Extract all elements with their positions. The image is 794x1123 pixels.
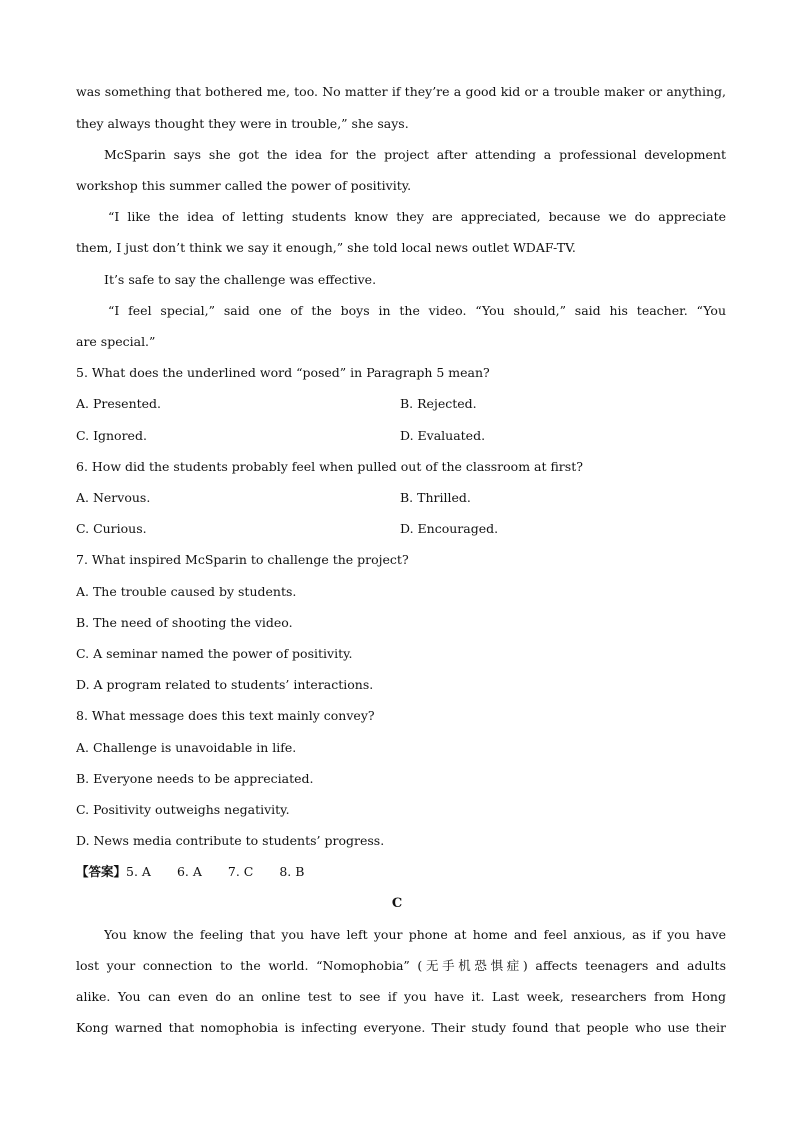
- option: C. A seminar named the power of positivity.: [76, 646, 353, 661]
- option: C. Positivity outweighs negativity.: [76, 802, 290, 817]
- answer-key: [76, 862, 726, 882]
- passage-line: alike. You can even do an online test to see if you have it. Last week, researchers from Hong: [76, 989, 726, 1004]
- passage-line: It’s safe to say the challenge was effective.: [104, 272, 377, 287]
- option: B. Everyone needs to be appreciated.: [76, 771, 314, 786]
- option: D. News media contribute to students’ progress.: [76, 833, 385, 848]
- option-row: [76, 394, 726, 414]
- passage-line: them, I just don’t think we say it enough,” she told local news outlet WDAF-TV.: [76, 240, 576, 255]
- option-row: [76, 488, 726, 508]
- answer-item: 7. C: [227, 864, 254, 879]
- option: D. Encouraged.: [400, 521, 499, 536]
- question-stem: 8. What message does this text mainly convey?: [76, 708, 375, 723]
- option: A. Presented.: [76, 396, 162, 411]
- option: B. The need of shooting the video.: [76, 615, 293, 630]
- option: A. The trouble caused by students.: [76, 584, 297, 599]
- answer-item: 5. A: [126, 864, 151, 879]
- passage-line: Kong warned that nomophobia is infecting everyone. Their study found that people who use their: [76, 1020, 726, 1035]
- passage-line: they always thought they were in trouble,” she says.: [76, 116, 409, 131]
- option: A. Nervous.: [76, 490, 151, 505]
- passage-line: was something that bothered me, too. No matter if they’re a good kid or a trouble maker or anything,: [76, 84, 726, 99]
- option: C. Ignored.: [76, 428, 147, 443]
- passage-line: You know the feeling that you have left your phone at home and feel anxious, as if you have: [104, 927, 726, 942]
- option: A. Challenge is unavoidable in life.: [76, 740, 297, 755]
- option: B. Rejected.: [400, 396, 477, 411]
- option: D. A program related to students’ interactions.: [76, 677, 374, 692]
- passage-line: “I feel special,” said one of the boys in the video. “You should,” said his teacher. “You: [108, 303, 726, 318]
- option: B. Thrilled.: [400, 490, 471, 505]
- passage-line: McSparin says she got the idea for the project after attending a professional development: [104, 147, 726, 162]
- answer-item: 8. B: [279, 864, 305, 879]
- passage-line: lost your connection to the world. “Nomophobia” (无手机恐惧症) affects teenagers and adults: [76, 958, 726, 973]
- question-stem: 7. What inspired McSparin to challenge the project?: [76, 552, 409, 567]
- passage-line: workshop this summer called the power of positivity.: [76, 178, 412, 193]
- question-stem: 5. What does the underlined word “posed” in Paragraph 5 mean?: [76, 365, 490, 380]
- section-heading: C: [391, 896, 403, 911]
- answer-label: 【答案】: [76, 864, 127, 879]
- option-row: [76, 519, 726, 539]
- passage-line: are special.”: [76, 334, 156, 349]
- passage-line: “I like the idea of letting students know they are appreciated, because we do appreciate: [108, 209, 726, 224]
- option-row: [76, 426, 726, 446]
- question-stem: 6. How did the students probably feel when pulled out of the classroom at first?: [76, 459, 583, 474]
- answer-item: 6. A: [176, 864, 202, 879]
- option: D. Evaluated.: [400, 428, 486, 443]
- option: C. Curious.: [76, 521, 147, 536]
